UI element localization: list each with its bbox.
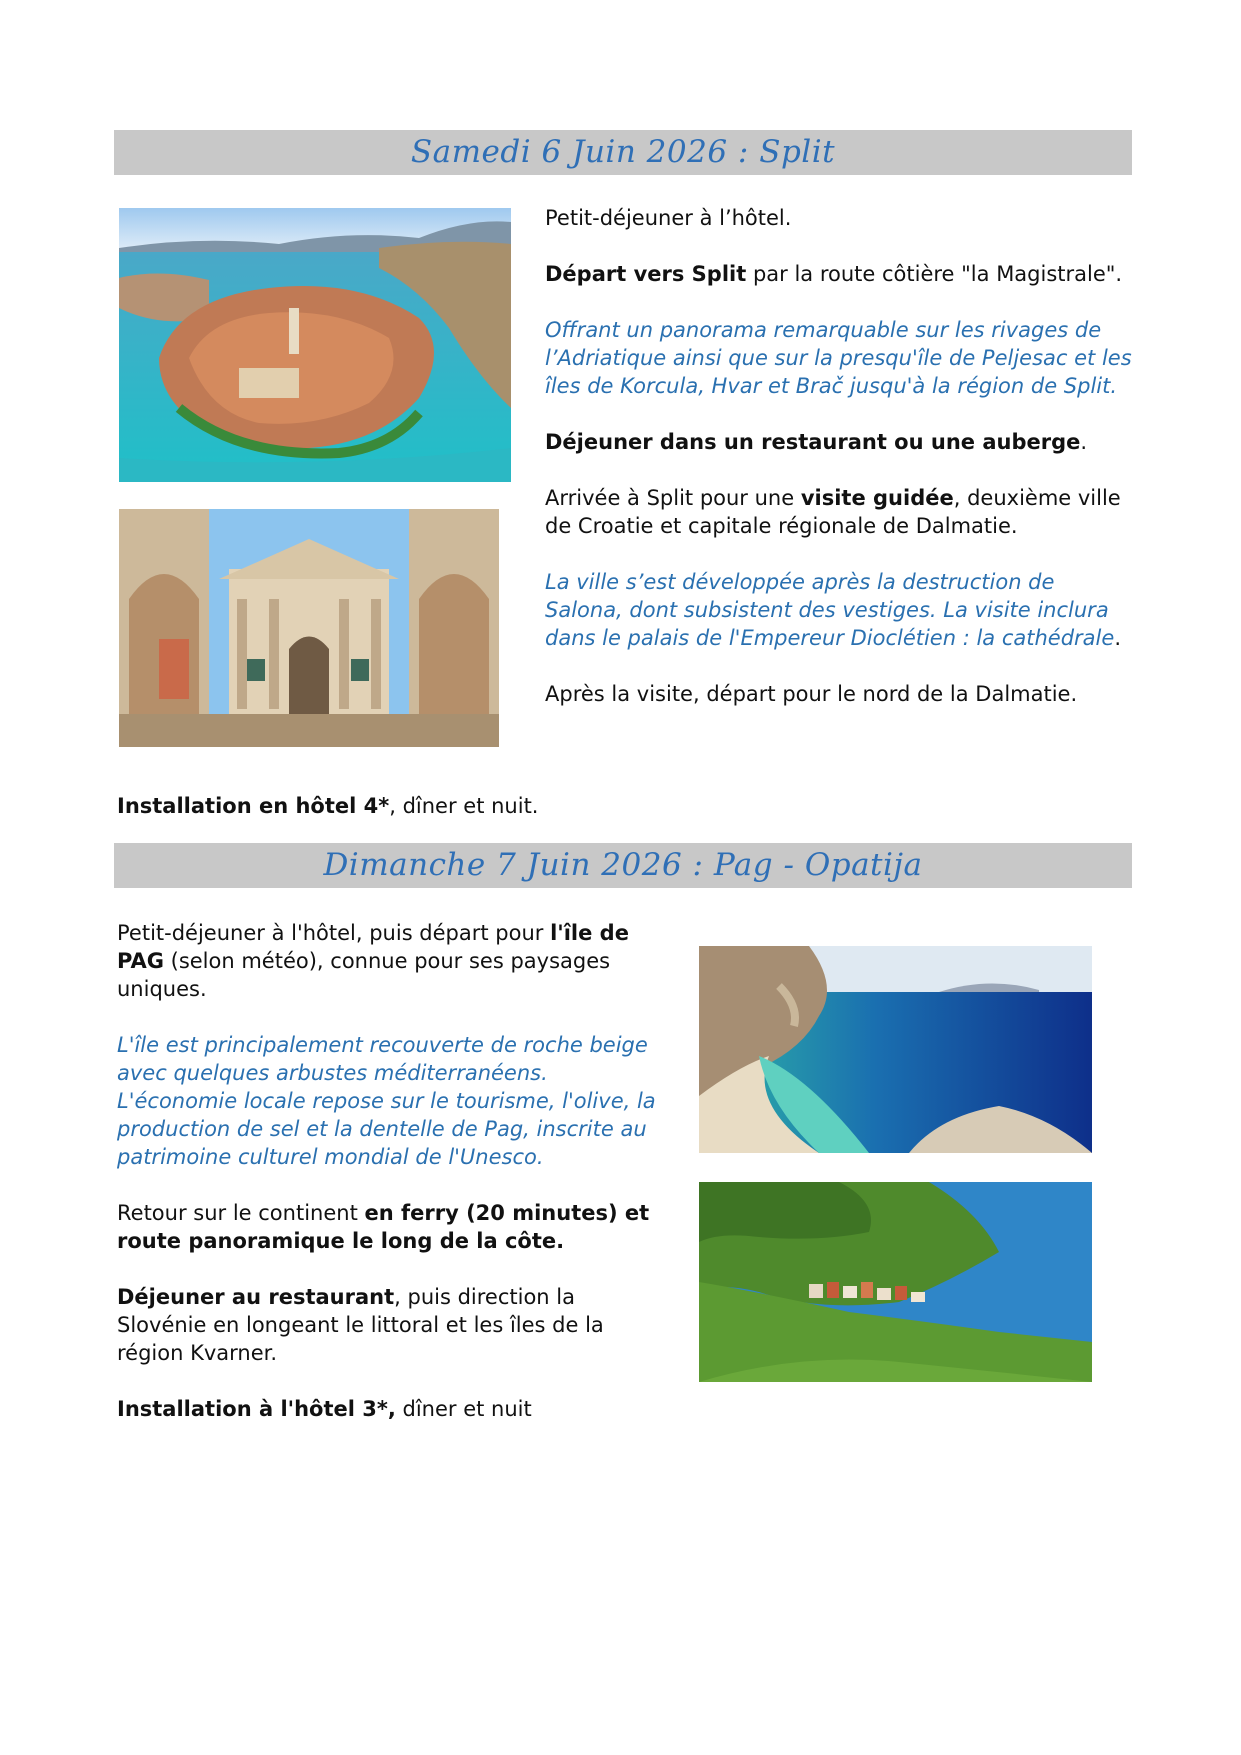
day1-lunch: Déjeuner dans un restaurant ou une auberge. <box>545 430 1088 454</box>
day1-breakfast: Petit-déjeuner à l’hôtel. <box>545 206 792 230</box>
day2-lunch: Déjeuner au restaurant, puis direction la Slovénie en longeant le littoral et les îles de la région Kvarner. <box>117 1285 604 1365</box>
day2-island: L'île est principalement recouverte de roche beige avec quelques arbustes méditerranéens. L'économie locale repose sur le tourisme, l'olive, la production de sel et la dentelle de Pag, inscrite au patrimoine culturel mondial de l'Unesco. <box>117 1033 656 1169</box>
day1-panorama: Offrant un panorama remarquable sur les rivages de l’Adriatique ainsi que sur la presqu'île de Peljesac et les îles de Korcula, Hvar et Brač jusqu'à la région de Split. <box>545 318 1132 398</box>
day1-text <box>545 204 1135 708</box>
day1-header <box>114 130 1132 175</box>
day1-title: Samedi 6 Juin 2026 : Split <box>410 134 836 170</box>
day1-after-visit: Après la visite, départ pour le nord de la Dalmatie. <box>545 682 1078 706</box>
day2-intro: Petit-déjeuner à l'hôtel, puis départ pour l'île de PAG (selon météo), connue pour ses paysages uniques. <box>117 921 629 1001</box>
photo-diocletian-palace <box>119 509 499 747</box>
day2-header <box>114 843 1132 888</box>
day2-text <box>117 919 657 1423</box>
day2-hotel: Installation à l'hôtel 3*, dîner et nuit <box>117 1397 532 1421</box>
day2-return: Retour sur le continent en ferry (20 minutes) et route panoramique le long de la côte. <box>117 1201 650 1253</box>
photo-trogir-aerial <box>119 208 511 482</box>
day1-history: La ville s’est développée après la destruction de Salona, dont subsistent des vestiges. La visite inclura dans le palais de l'Empereur Dioclétien : la cathédrale. <box>545 570 1121 650</box>
day1-departure: Départ vers Split par la route côtière "la Magistrale". <box>545 262 1123 286</box>
day1-arrival: Arrivée à Split pour une visite guidée, deuxième ville de Croatie et capitale régionale de Dalmatie. <box>545 486 1121 538</box>
day1-hotel: Installation en hôtel 4*, dîner et nuit. <box>117 794 539 818</box>
photo-pag-beach <box>699 946 1092 1153</box>
day2-title: Dimanche 7 Juin 2026 : Pag - Opatija <box>323 847 923 883</box>
photo-coastal-village <box>699 1182 1092 1382</box>
